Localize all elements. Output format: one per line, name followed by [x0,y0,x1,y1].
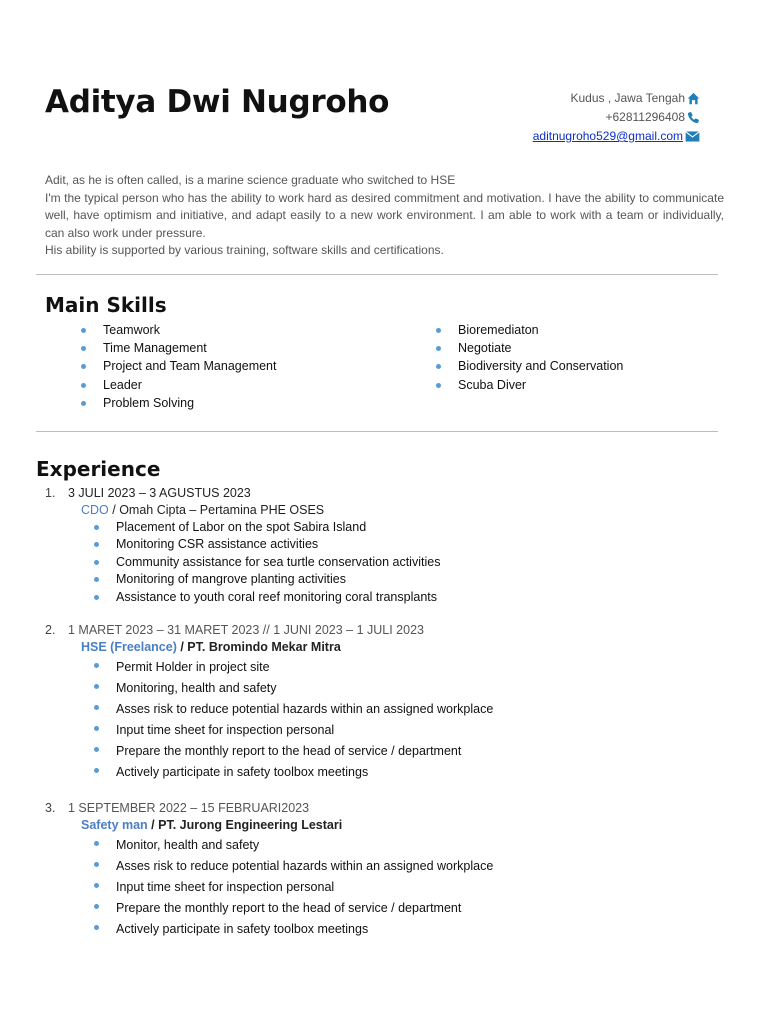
email-row [533,127,700,146]
job-role [81,502,725,519]
phone-row [533,108,700,127]
duty-item: Actively participate in safety toolbox meetings [94,919,725,940]
summary-closing: His ability is supported by various training, software skills and certifications. [45,243,444,257]
duty-item: Asses risk to reduce potential hazards within an assigned workplace [94,699,725,720]
skill-item: Teamwork [81,321,276,339]
envelope-icon [685,131,700,142]
section-divider [36,431,718,432]
job-organization: / PT. Jurong Engineering Lestari [147,818,343,832]
job-title: CDO [81,503,109,517]
job-period: 1 MARET 2023 – 31 MARET 2023 // 1 JUNI 2023 – 1 JULI 2023 [68,623,424,637]
duty-item: Permit Holder in project site [94,657,725,678]
duty-item: Actively participate in safety toolbox meetings [94,762,725,783]
job-title: Safety man [81,818,148,832]
location-row [533,89,700,108]
skill-item: Scuba Diver [436,376,623,394]
job-duties [45,519,725,606]
duty-item: Community assistance for sea turtle conservation activities [94,554,725,571]
duty-item: Input time sheet for inspection personal [94,720,725,741]
duty-item: Placement of Labor on the spot Sabira Island [94,519,725,536]
summary-paragraph: I'm the typical person who has the ability to work hard as desired commitment and motivation. I have the ability to communicate well, have optimism and initiative, and adapt easily to a new work environment. I am able to work with a team or individually, can also work under pressure. [45,190,724,240]
job-organization: / PT. Bromindo Mekar Mitra [176,640,341,654]
home-icon [687,92,700,105]
skill-item: Biodiversity and Conservation [436,357,623,375]
skills-list-right [436,321,623,394]
skill-item: Leader [81,376,276,394]
section-divider [36,274,718,275]
job-entry [45,622,725,783]
job-number: 1. [45,486,56,500]
duty-item: Prepare the monthly report to the head of service / department [94,898,725,919]
duty-item: Monitoring CSR assistance activities [94,536,725,553]
profile-summary [45,172,724,260]
job-period: 1 SEPTEMBER 2022 – 15 FEBRUARI2023 [68,801,310,815]
duty-item: Monitoring, health and safety [94,678,725,699]
job-organization: / Omah Cipta – Pertamina PHE OSES [108,503,325,517]
job-entry [45,485,725,606]
skill-item: Negotiate [436,339,623,357]
skill-item: Problem Solving [81,394,276,412]
applicant-name: Aditya Dwi Nugroho [45,84,390,120]
job-role [81,639,725,656]
phone-icon [687,111,700,124]
job-role [81,817,725,834]
phone-text: +62811296408 [605,110,685,124]
duty-item: Monitor, health and safety [94,835,725,856]
job-title: HSE (Freelance) [81,640,177,654]
contact-block [533,89,700,146]
job-duties [45,657,725,783]
duty-item: Monitoring of mangrove planting activities [94,571,725,588]
duty-item: Assistance to youth coral reef monitoring coral transplants [94,589,725,606]
skills-heading: Main Skills [45,293,167,317]
duty-item: Asses risk to reduce potential hazards within an assigned workplace [94,856,725,877]
job-entry [45,800,725,940]
summary-intro: Adit, as he is often called, is a marine science graduate who switched to HSE [45,173,456,187]
skills-list-left [81,321,276,412]
duty-item: Input time sheet for inspection personal [94,877,725,898]
job-number: 2. [45,623,56,637]
experience-heading: Experience [36,457,161,481]
duty-item: Prepare the monthly report to the head of service / department [94,741,725,762]
location-text: Kudus , Jawa Tengah [570,91,685,105]
job-period: 3 JULI 2023 – 3 AGUSTUS 2023 [68,486,251,500]
job-duties [45,835,725,940]
skill-item: Project and Team Management [81,357,276,375]
job-number: 3. [45,801,56,815]
email-link[interactable]: aditnugroho529@gmail.com [532,129,683,143]
skill-item: Bioremediaton [436,321,623,339]
skill-item: Time Management [81,339,276,357]
